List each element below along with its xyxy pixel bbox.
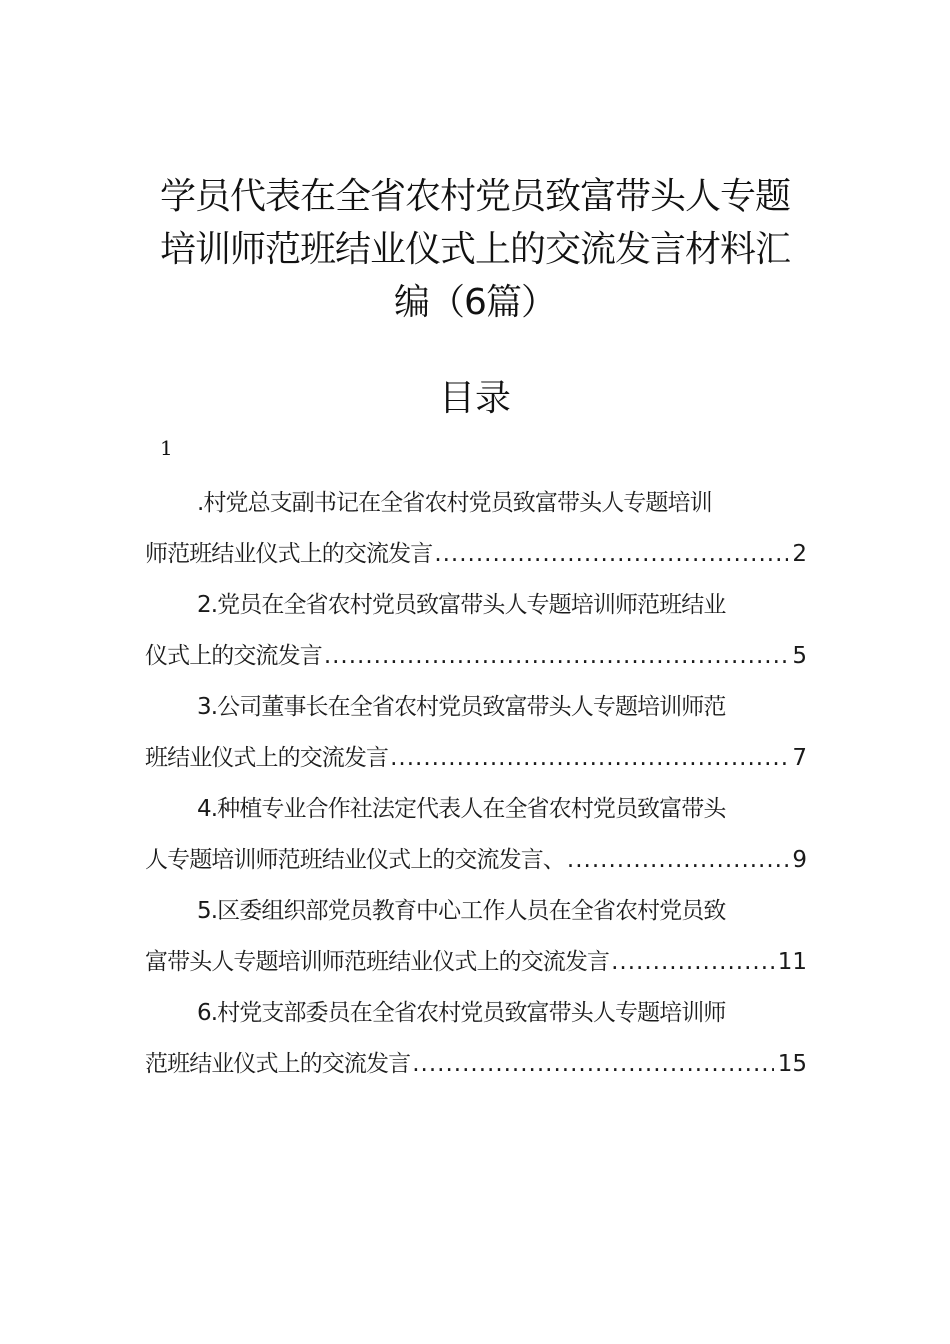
toc-dot-leader [567, 835, 788, 886]
document-title [150, 170, 800, 329]
toc-entry-3[interactable] [145, 682, 807, 784]
toc-entry-title-cont: 班结业仪式上的交流发言 [145, 745, 389, 771]
toc-page-number: 2 [792, 541, 807, 567]
toc-dot-leader [412, 1039, 774, 1090]
toc-dot-leader [611, 937, 774, 988]
toc-dot-leader [390, 733, 788, 784]
toc-page-number: 5 [792, 643, 807, 669]
toc-number-mark: 1 [160, 436, 173, 460]
toc-entry-2[interactable] [145, 580, 807, 682]
toc-dot-leader [434, 529, 788, 580]
toc-entry-title-cont: 富带头人专题培训师范班结业仪式上的交流发言 [145, 949, 610, 975]
title-line-3: 编（6篇） [394, 282, 556, 323]
toc-heading: 目录 [438, 378, 511, 419]
toc-entry-title: 5.区委组织部党员教育中心工作人员在全省农村党员致 [197, 898, 726, 924]
toc-entry-title-cont: 范班结业仪式上的交流发言 [145, 1051, 411, 1077]
toc-entry-title: 3.公司董事长在全省农村党员致富带头人专题培训师范 [197, 694, 726, 720]
toc-entry-6[interactable] [145, 988, 807, 1090]
toc-entry-5[interactable] [145, 886, 807, 988]
toc-page-number: 7 [792, 745, 807, 771]
title-line-1: 学员代表在全省农村党员致富带头人专题 [159, 176, 790, 217]
toc-entry-title: 2.党员在全省农村党员致富带头人专题培训师范班结业 [197, 592, 726, 618]
toc-entry-title: 6.村党支部委员在全省农村党员致富带头人专题培训师 [197, 1000, 726, 1026]
table-of-contents [145, 478, 807, 1090]
title-line-2: 培训师范班结业仪式上的交流发言材料汇 [159, 229, 790, 270]
toc-dot-leader [324, 631, 789, 682]
toc-entry-4[interactable] [145, 784, 807, 886]
toc-entry-title: .村党总支副书记在全省农村党员致富带头人专题培训 [197, 490, 712, 516]
toc-entry-title-cont: 仪式上的交流发言 [145, 643, 322, 669]
toc-page-number: 11 [777, 949, 807, 975]
toc-entry-1[interactable] [145, 478, 807, 580]
toc-entry-title-cont: 师范班结业仪式上的交流发言 [145, 541, 433, 567]
toc-entry-title-cont: 人专题培训师范班结业仪式上的交流发言、 [145, 847, 565, 873]
toc-page-number: 9 [792, 847, 807, 873]
toc-entry-title: 4.种植专业合作社法定代表人在全省农村党员致富带头 [197, 796, 726, 822]
toc-page-number: 15 [777, 1051, 807, 1077]
